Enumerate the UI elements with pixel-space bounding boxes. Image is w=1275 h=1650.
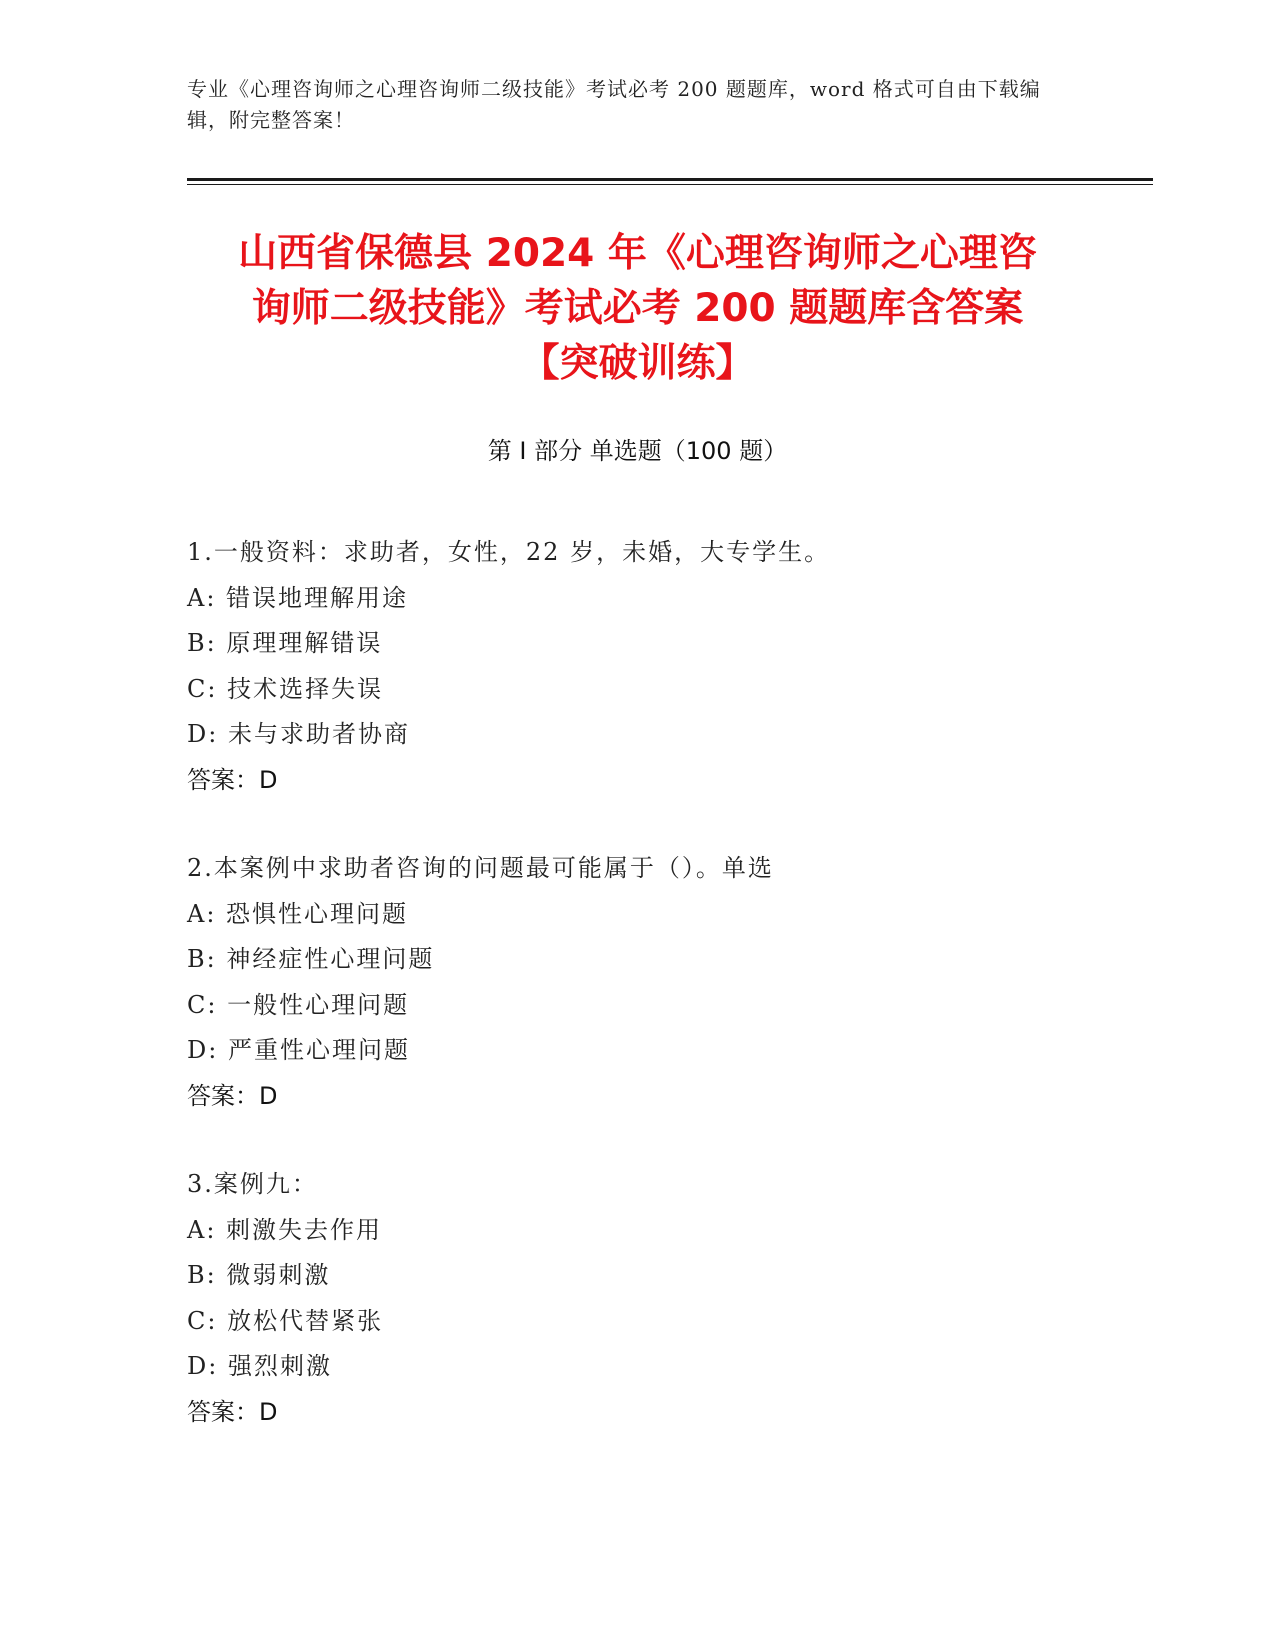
option-c: C: 一般性心理问题: [187, 990, 410, 1019]
header-note: 专业《心理咨询师之心理咨询师二级技能》考试必考 200 题题库，word 格式可自由下载编辑，附完整答案！: [187, 77, 1041, 132]
question-stem: 3.案例九：: [187, 1170, 318, 1198]
option-d: D: 强烈刺激: [187, 1352, 332, 1380]
question-stem: 2.本案例中求助者咨询的问题最可能属于（）。单选: [187, 854, 774, 882]
answer-line: 答案：D: [187, 765, 278, 794]
answer-line: 答案：D: [187, 1397, 278, 1426]
section-heading: 第 I 部分 单选题（100 题）: [487, 437, 788, 465]
header-divider-thick: [187, 178, 1153, 181]
question-3: [187, 1162, 1153, 1435]
option-b: B: 原理理解错误: [187, 629, 383, 657]
title-line-2: 询师二级技能》考试必考 200 题题库含答案: [251, 286, 1024, 331]
question-stem: 1.一般资料：求助者，女性，22 岁，未婚，大专学生。: [187, 538, 831, 566]
option-a: A: 错误地理解用途: [187, 583, 409, 612]
option-c: C: 放松代替紧张: [187, 1306, 384, 1335]
answer-line: 答案：D: [187, 1081, 278, 1110]
option-b: B: 微弱刺激: [187, 1261, 331, 1289]
option-d: D: 严重性心理问题: [187, 1036, 410, 1064]
option-d: D: 未与求助者协商: [187, 720, 410, 748]
option-b: B: 神经症性心理问题: [187, 945, 435, 973]
question-1: [187, 530, 1153, 803]
question-2: [187, 846, 1153, 1119]
document-title: [150, 226, 1125, 391]
title-line-1: 山西省保德县 2024 年《心理咨询师之心理咨: [238, 231, 1037, 276]
header-divider-thin: [187, 184, 1153, 185]
question-list: [187, 530, 1153, 1478]
option-a: A: 刺激失去作用: [187, 1215, 383, 1244]
title-line-3: 【突破训练】: [520, 341, 755, 386]
option-a: A: 恐惧性心理问题: [187, 899, 409, 928]
option-c: C: 技术选择失误: [187, 674, 384, 703]
